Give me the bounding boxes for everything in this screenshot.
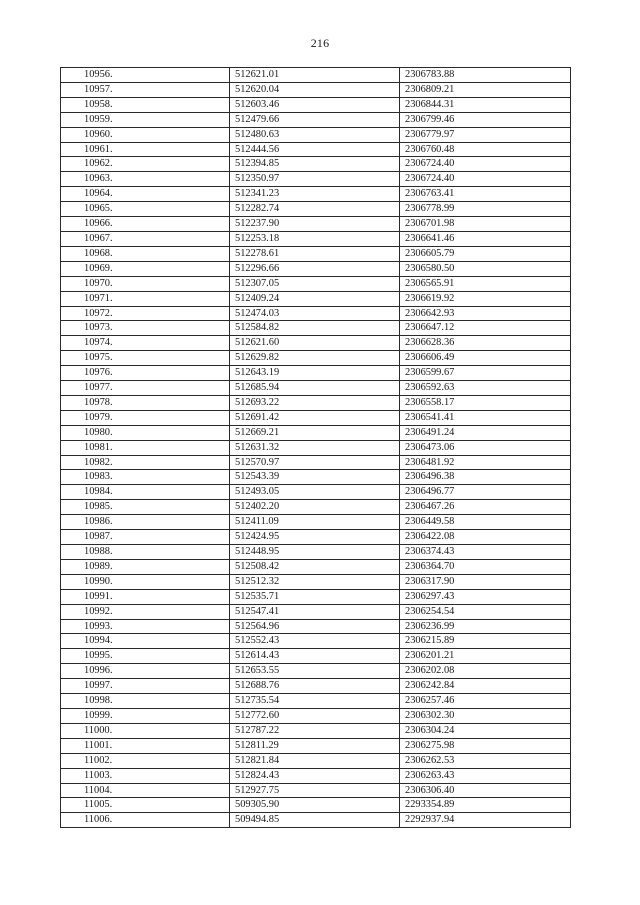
- point-number-cell: 10974.: [61, 336, 230, 351]
- x-coordinate-cell: 512735.54: [230, 694, 400, 709]
- x-coordinate-cell: 512547.41: [230, 604, 400, 619]
- point-number-cell: 10972.: [61, 306, 230, 321]
- x-coordinate-cell: 512693.22: [230, 395, 400, 410]
- point-number-cell: 10963.: [61, 172, 230, 187]
- table-row: [61, 395, 571, 410]
- x-coordinate-cell: 512543.39: [230, 470, 400, 485]
- point-number-cell: 10995.: [61, 649, 230, 664]
- point-number-cell: 10971.: [61, 291, 230, 306]
- table-row: [61, 142, 571, 157]
- table-row: [61, 366, 571, 381]
- point-number-cell: 10961.: [61, 142, 230, 157]
- table-row: [61, 783, 571, 798]
- y-coordinate-cell: 2306364.70: [400, 559, 571, 574]
- table-row: [61, 261, 571, 276]
- y-coordinate-cell: 2306799.46: [400, 112, 571, 127]
- table-row: [61, 68, 571, 83]
- y-coordinate-cell: 2306306.40: [400, 783, 571, 798]
- x-coordinate-cell: 512584.82: [230, 321, 400, 336]
- table-row: [61, 470, 571, 485]
- point-number-cell: 10956.: [61, 68, 230, 83]
- point-number-cell: 10966.: [61, 217, 230, 232]
- y-coordinate-cell: 2306275.98: [400, 738, 571, 753]
- y-coordinate-cell: 2306473.06: [400, 440, 571, 455]
- x-coordinate-cell: 512535.71: [230, 589, 400, 604]
- point-number-cell: 10996.: [61, 664, 230, 679]
- x-coordinate-cell: 512411.09: [230, 515, 400, 530]
- table-row: [61, 410, 571, 425]
- table-row: [61, 276, 571, 291]
- y-coordinate-cell: 2306257.46: [400, 694, 571, 709]
- y-coordinate-cell: 2306763.41: [400, 187, 571, 202]
- y-coordinate-cell: 2306809.21: [400, 82, 571, 97]
- point-number-cell: 11006.: [61, 813, 230, 828]
- point-number-cell: 10992.: [61, 604, 230, 619]
- x-coordinate-cell: 512564.96: [230, 619, 400, 634]
- table-row: [61, 679, 571, 694]
- x-coordinate-cell: 512629.82: [230, 351, 400, 366]
- x-coordinate-cell: 512570.97: [230, 455, 400, 470]
- x-coordinate-cell: 512512.32: [230, 574, 400, 589]
- y-coordinate-cell: 2306724.40: [400, 172, 571, 187]
- y-coordinate-cell: 2306701.98: [400, 217, 571, 232]
- table-row: [61, 246, 571, 261]
- point-number-cell: 10979.: [61, 410, 230, 425]
- point-number-cell: 10983.: [61, 470, 230, 485]
- y-coordinate-cell: 2306641.46: [400, 231, 571, 246]
- x-coordinate-cell: 512350.97: [230, 172, 400, 187]
- x-coordinate-cell: 512621.01: [230, 68, 400, 83]
- table-row: [61, 82, 571, 97]
- point-number-cell: 10999.: [61, 708, 230, 723]
- point-number-cell: 10981.: [61, 440, 230, 455]
- table-row: [61, 440, 571, 455]
- x-coordinate-cell: 512643.19: [230, 366, 400, 381]
- y-coordinate-cell: 2306422.08: [400, 530, 571, 545]
- y-coordinate-cell: 2306491.24: [400, 425, 571, 440]
- x-coordinate-cell: 512631.32: [230, 440, 400, 455]
- table-row: [61, 574, 571, 589]
- x-coordinate-cell: 512508.42: [230, 559, 400, 574]
- y-coordinate-cell: 2306599.67: [400, 366, 571, 381]
- table-row: [61, 500, 571, 515]
- point-number-cell: 10989.: [61, 559, 230, 574]
- x-coordinate-cell: 512620.04: [230, 82, 400, 97]
- point-number-cell: 10965.: [61, 202, 230, 217]
- x-coordinate-cell: 512603.46: [230, 97, 400, 112]
- table-row: [61, 291, 571, 306]
- y-coordinate-cell: 2306783.88: [400, 68, 571, 83]
- point-number-cell: 10970.: [61, 276, 230, 291]
- table-row: [61, 157, 571, 172]
- point-number-cell: 11004.: [61, 783, 230, 798]
- table-row: [61, 217, 571, 232]
- page-number: 216: [310, 36, 330, 50]
- x-coordinate-cell: 512787.22: [230, 723, 400, 738]
- y-coordinate-cell: 2306779.97: [400, 127, 571, 142]
- y-coordinate-cell: 2306262.53: [400, 753, 571, 768]
- table-row: [61, 768, 571, 783]
- y-coordinate-cell: 2306302.30: [400, 708, 571, 723]
- x-coordinate-cell: 512493.05: [230, 485, 400, 500]
- table-row: [61, 813, 571, 828]
- x-coordinate-cell: 512448.95: [230, 545, 400, 560]
- y-coordinate-cell: 2306449.58: [400, 515, 571, 530]
- table-row: [61, 619, 571, 634]
- point-number-cell: 10991.: [61, 589, 230, 604]
- point-number-cell: 10982.: [61, 455, 230, 470]
- x-coordinate-cell: 512685.94: [230, 381, 400, 396]
- y-coordinate-cell: 2293354.89: [400, 798, 571, 813]
- table-row: [61, 202, 571, 217]
- point-number-cell: 10976.: [61, 366, 230, 381]
- table-row: [61, 321, 571, 336]
- point-number-cell: 10973.: [61, 321, 230, 336]
- table-row: [61, 798, 571, 813]
- table-row: [61, 127, 571, 142]
- x-coordinate-cell: 512394.85: [230, 157, 400, 172]
- table-row: [61, 485, 571, 500]
- table-row: [61, 336, 571, 351]
- point-number-cell: 11005.: [61, 798, 230, 813]
- point-number-cell: 10962.: [61, 157, 230, 172]
- table-row: [61, 634, 571, 649]
- point-number-cell: 10960.: [61, 127, 230, 142]
- x-coordinate-cell: 512402.20: [230, 500, 400, 515]
- y-coordinate-cell: 2292937.94: [400, 813, 571, 828]
- table-row: [61, 231, 571, 246]
- table-row: [61, 589, 571, 604]
- y-coordinate-cell: 2306263.43: [400, 768, 571, 783]
- y-coordinate-cell: 2306580.50: [400, 261, 571, 276]
- y-coordinate-cell: 2306496.38: [400, 470, 571, 485]
- y-coordinate-cell: 2306778.99: [400, 202, 571, 217]
- point-number-cell: 10958.: [61, 97, 230, 112]
- x-coordinate-cell: 512479.66: [230, 112, 400, 127]
- point-number-cell: 10998.: [61, 694, 230, 709]
- x-coordinate-cell: 512614.43: [230, 649, 400, 664]
- point-number-cell: 10997.: [61, 679, 230, 694]
- x-coordinate-cell: 512444.56: [230, 142, 400, 157]
- table-row: [61, 112, 571, 127]
- table-row: [61, 351, 571, 366]
- y-coordinate-cell: 2306642.93: [400, 306, 571, 321]
- x-coordinate-cell: 512278.61: [230, 246, 400, 261]
- x-coordinate-cell: 512237.90: [230, 217, 400, 232]
- x-coordinate-cell: 512480.63: [230, 127, 400, 142]
- table-row: [61, 530, 571, 545]
- x-coordinate-cell: 512253.18: [230, 231, 400, 246]
- point-number-cell: 10987.: [61, 530, 230, 545]
- y-coordinate-cell: 2306236.99: [400, 619, 571, 634]
- table-row: [61, 694, 571, 709]
- y-coordinate-cell: 2306201.21: [400, 649, 571, 664]
- x-coordinate-cell: 512688.76: [230, 679, 400, 694]
- x-coordinate-cell: 512824.43: [230, 768, 400, 783]
- y-coordinate-cell: 2306467.26: [400, 500, 571, 515]
- table-row: [61, 723, 571, 738]
- point-number-cell: 10978.: [61, 395, 230, 410]
- x-coordinate-cell: 512307.05: [230, 276, 400, 291]
- x-coordinate-cell: 512474.03: [230, 306, 400, 321]
- point-number-cell: 10988.: [61, 545, 230, 560]
- y-coordinate-cell: 2306215.89: [400, 634, 571, 649]
- x-coordinate-cell: 512811.29: [230, 738, 400, 753]
- x-coordinate-cell: 509494.85: [230, 813, 400, 828]
- table-row: [61, 381, 571, 396]
- y-coordinate-cell: 2306647.12: [400, 321, 571, 336]
- x-coordinate-cell: 512927.75: [230, 783, 400, 798]
- point-number-cell: 11000.: [61, 723, 230, 738]
- table-body: [61, 68, 571, 828]
- x-coordinate-cell: 512424.95: [230, 530, 400, 545]
- point-number-cell: 10990.: [61, 574, 230, 589]
- y-coordinate-cell: 2306496.77: [400, 485, 571, 500]
- point-number-cell: 11002.: [61, 753, 230, 768]
- point-number-cell: 10986.: [61, 515, 230, 530]
- y-coordinate-cell: 2306619.92: [400, 291, 571, 306]
- x-coordinate-cell: 512409.24: [230, 291, 400, 306]
- point-number-cell: 11001.: [61, 738, 230, 753]
- y-coordinate-cell: 2306242.84: [400, 679, 571, 694]
- y-coordinate-cell: 2306481.92: [400, 455, 571, 470]
- coordinates-table: [60, 67, 571, 828]
- point-number-cell: 10980.: [61, 425, 230, 440]
- point-number-cell: 10957.: [61, 82, 230, 97]
- x-coordinate-cell: 512772.60: [230, 708, 400, 723]
- table-row: [61, 753, 571, 768]
- point-number-cell: 10968.: [61, 246, 230, 261]
- y-coordinate-cell: 2306254.54: [400, 604, 571, 619]
- table-row: [61, 545, 571, 560]
- point-number-cell: 10984.: [61, 485, 230, 500]
- y-coordinate-cell: 2306628.36: [400, 336, 571, 351]
- x-coordinate-cell: 512691.42: [230, 410, 400, 425]
- x-coordinate-cell: 512282.74: [230, 202, 400, 217]
- table-row: [61, 604, 571, 619]
- point-number-cell: 10977.: [61, 381, 230, 396]
- table-row: [61, 515, 571, 530]
- y-coordinate-cell: 2306374.43: [400, 545, 571, 560]
- y-coordinate-cell: 2306844.31: [400, 97, 571, 112]
- table-row: [61, 306, 571, 321]
- point-number-cell: 10985.: [61, 500, 230, 515]
- point-number-cell: 10967.: [61, 231, 230, 246]
- table-row: [61, 172, 571, 187]
- x-coordinate-cell: 512669.21: [230, 425, 400, 440]
- table-row: [61, 97, 571, 112]
- table-row: [61, 425, 571, 440]
- table-row: [61, 649, 571, 664]
- y-coordinate-cell: 2306558.17: [400, 395, 571, 410]
- y-coordinate-cell: 2306202.08: [400, 664, 571, 679]
- x-coordinate-cell: 512653.55: [230, 664, 400, 679]
- point-number-cell: 10975.: [61, 351, 230, 366]
- y-coordinate-cell: 2306304.24: [400, 723, 571, 738]
- x-coordinate-cell: 509305.90: [230, 798, 400, 813]
- y-coordinate-cell: 2306297.43: [400, 589, 571, 604]
- x-coordinate-cell: 512296.66: [230, 261, 400, 276]
- x-coordinate-cell: 512621.60: [230, 336, 400, 351]
- y-coordinate-cell: 2306605.79: [400, 246, 571, 261]
- y-coordinate-cell: 2306317.90: [400, 574, 571, 589]
- x-coordinate-cell: 512341.23: [230, 187, 400, 202]
- y-coordinate-cell: 2306592.63: [400, 381, 571, 396]
- y-coordinate-cell: 2306606.49: [400, 351, 571, 366]
- y-coordinate-cell: 2306565.91: [400, 276, 571, 291]
- y-coordinate-cell: 2306760.48: [400, 142, 571, 157]
- x-coordinate-cell: 512552.43: [230, 634, 400, 649]
- table-row: [61, 708, 571, 723]
- point-number-cell: 10993.: [61, 619, 230, 634]
- table-row: [61, 187, 571, 202]
- table-row: [61, 455, 571, 470]
- table-row: [61, 559, 571, 574]
- point-number-cell: 10964.: [61, 187, 230, 202]
- point-number-cell: 10969.: [61, 261, 230, 276]
- table-row: [61, 738, 571, 753]
- table-row: [61, 664, 571, 679]
- point-number-cell: 10994.: [61, 634, 230, 649]
- point-number-cell: 11003.: [61, 768, 230, 783]
- x-coordinate-cell: 512821.84: [230, 753, 400, 768]
- y-coordinate-cell: 2306724.40: [400, 157, 571, 172]
- y-coordinate-cell: 2306541.41: [400, 410, 571, 425]
- point-number-cell: 10959.: [61, 112, 230, 127]
